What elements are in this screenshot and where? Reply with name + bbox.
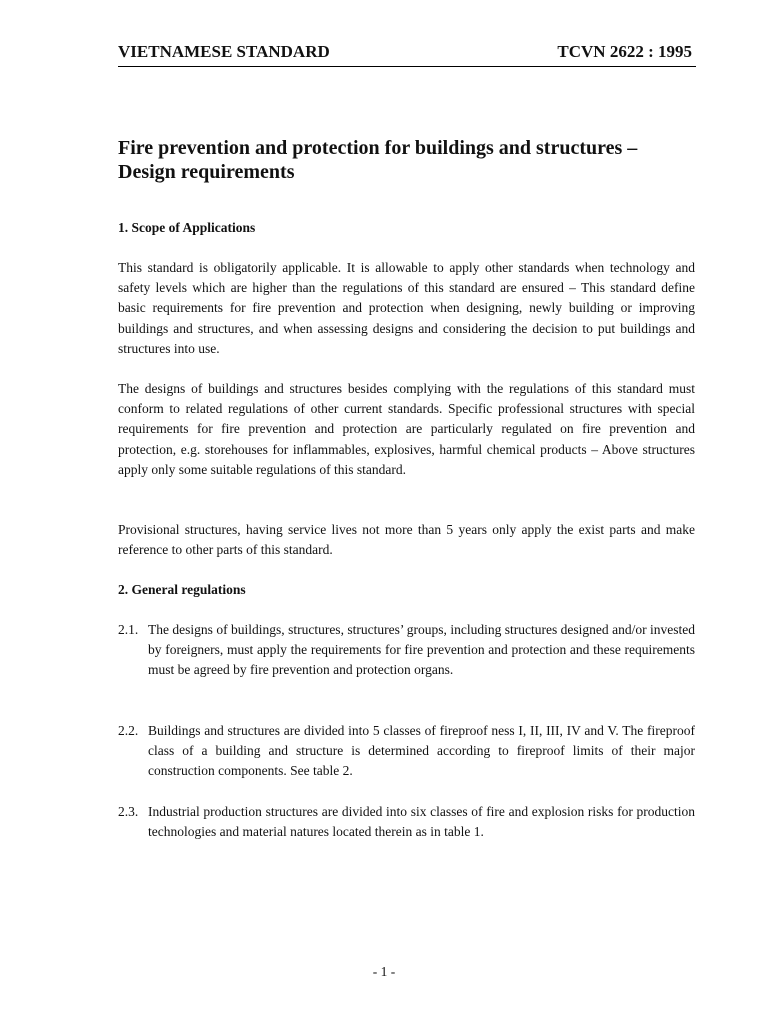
page-number: - 1 -	[372, 964, 396, 979]
regulation-item-2-2	[118, 721, 695, 782]
item-text: Buildings and structures are divided into 5 classes of fireproof ness I, II, III, IV and V. The fireproof class of a building and structure is determined according to fireproof limits of their major construction components. See table 2.	[148, 723, 695, 779]
section-2-heading: 2. General regulations	[118, 582, 246, 597]
page-header	[118, 40, 696, 67]
regulation-item-2-1	[118, 620, 695, 681]
section-1-paragraph-3: Provisional structures, having service lives not more than 5 years only apply the exist parts and make reference to other parts of this standard.	[118, 522, 695, 558]
item-text: The designs of buildings, structures, structures’ groups, including structures designed and/or invested by foreigners, must apply the requirements for fire prevention and protection and these requirements must be agreed by fire prevention and protection organs.	[148, 622, 695, 678]
item-number: 2.3.	[118, 804, 139, 819]
header-standard-label: VIETNAMESE STANDARD	[118, 42, 330, 61]
item-number: 2.1.	[118, 622, 139, 637]
title-line-1: Fire prevention and protection for buildings and structures –	[118, 137, 638, 159]
regulation-item-2-3	[118, 802, 695, 842]
item-text: Industrial production structures are divided into six classes of fire and explosion risks for production technologies and material natures located therein as in table 1.	[148, 804, 695, 840]
section-1-paragraph-2: The designs of buildings and structures besides complying with the regulations of this standard must conform to related regulations of other current standards. Specific professional structures with special requirements for fire prevention and protection are particularly regulated on fire prevention and protection, e.g. storehouses for inflammables, explosives, harmful chemical products – Above structures apply only some suitable regulations of this standard.	[118, 381, 695, 477]
section-1-heading: 1. Scope of Applications	[118, 220, 256, 235]
item-number: 2.2.	[118, 723, 139, 738]
document-title	[118, 136, 708, 184]
title-line-2: Design requirements	[118, 161, 295, 183]
header-standard-code: TCVN 2622 : 1995	[557, 42, 692, 61]
section-1-paragraph-1: This standard is obligatorily applicable. It is allowable to apply other standards when technology and safety levels which are higher than the regulations of this standard are ensured – This standard define basic requirements for fire prevention and protection when designing, newly building or improving buildings and structures, and when assessing designs and considering the decision to put buildings and structures into use.	[118, 260, 695, 356]
